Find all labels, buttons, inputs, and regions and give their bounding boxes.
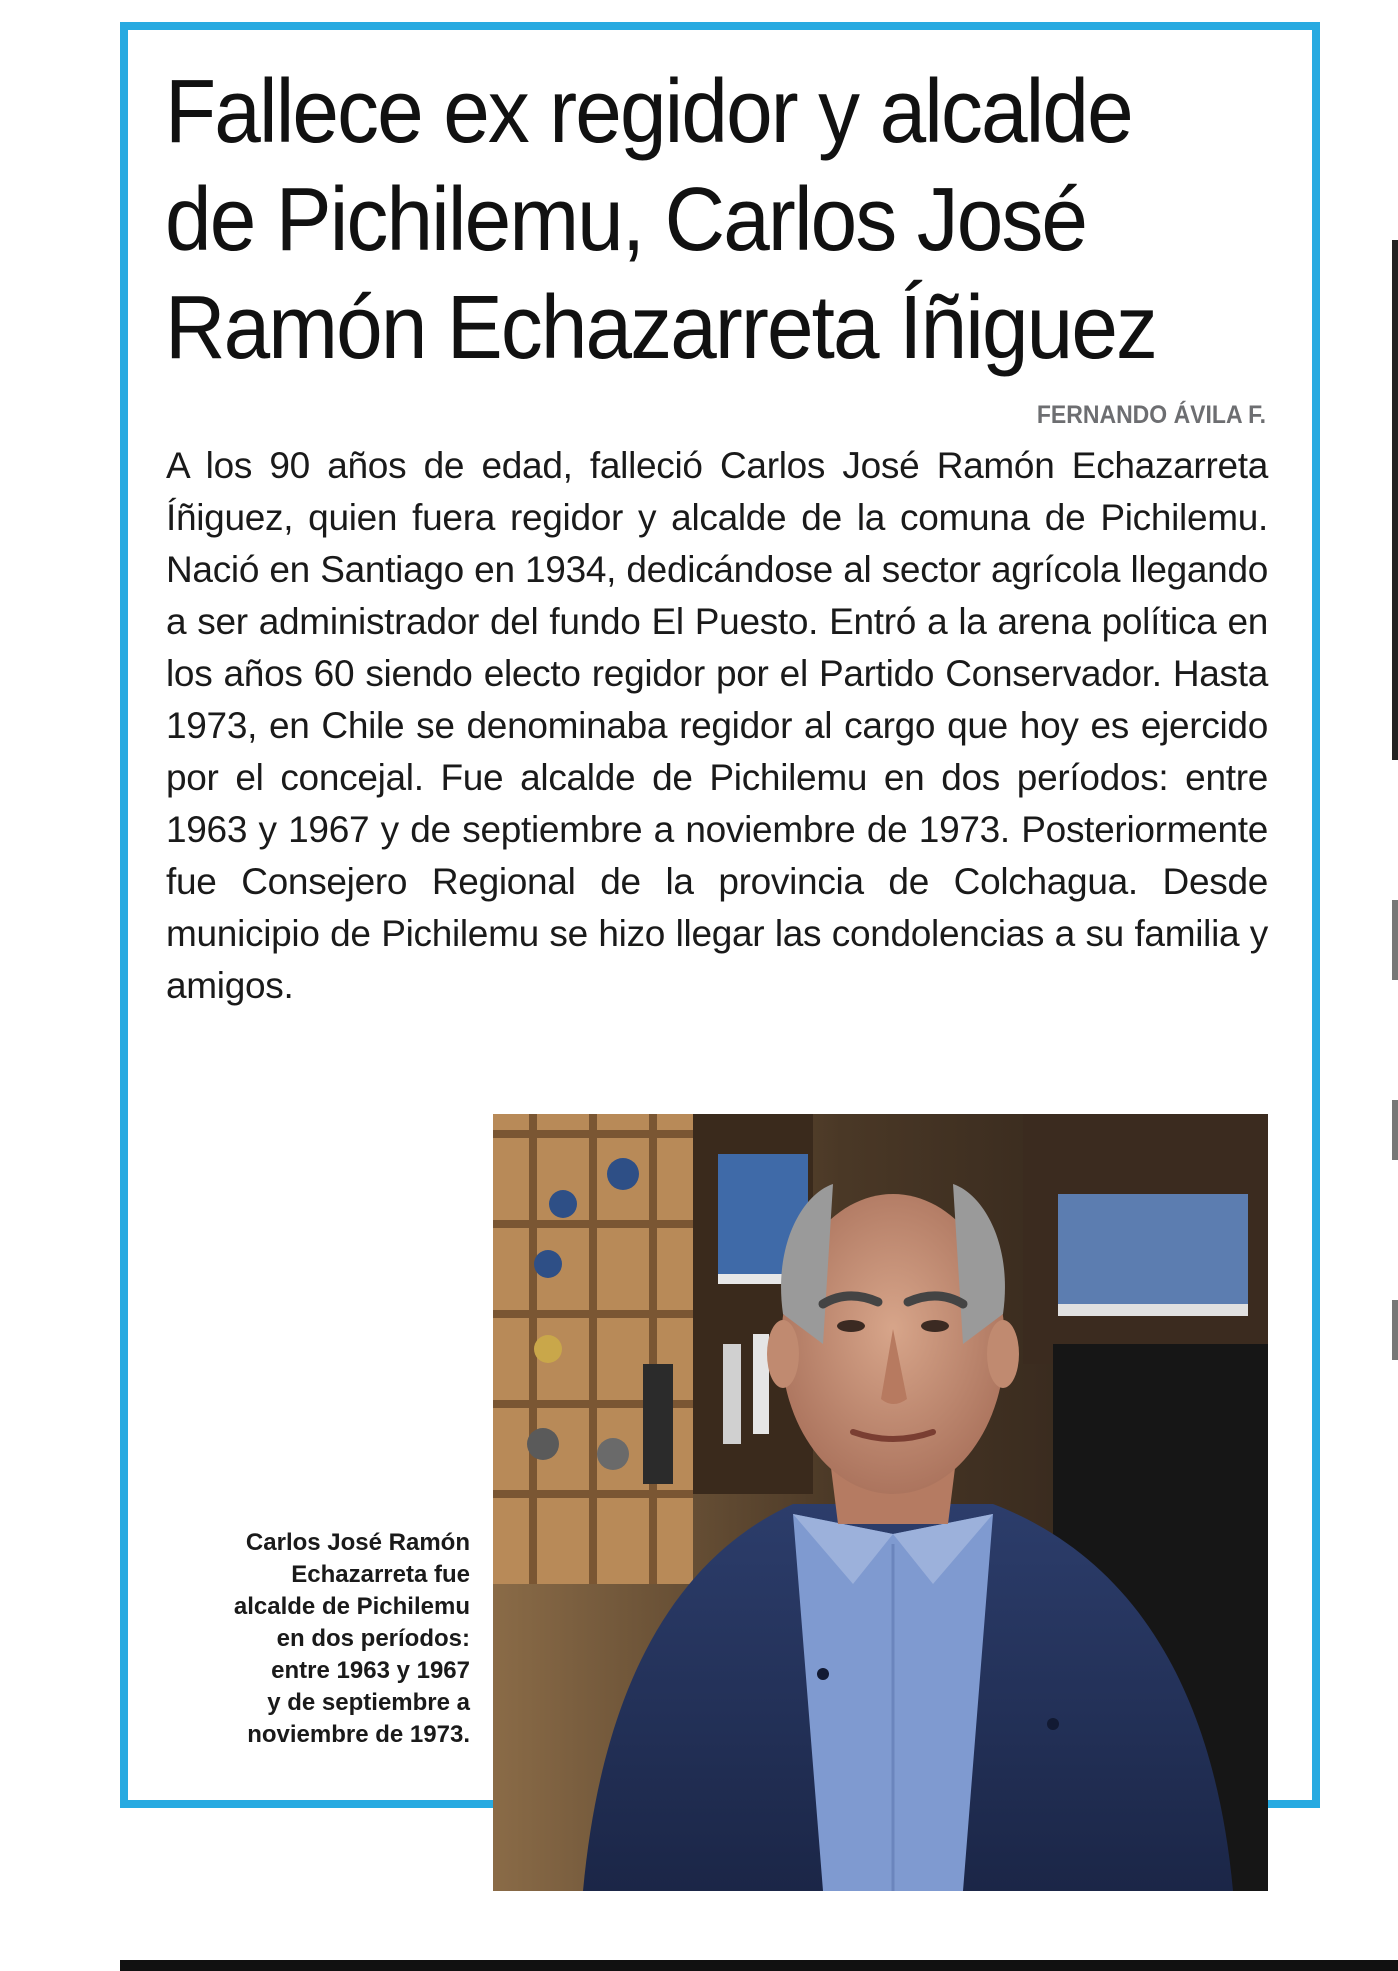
page-edge-marks — [1390, 0, 1398, 1971]
headline-line-3: Ramón Echazarreta Íñiguez — [165, 278, 1157, 378]
headline-line-2: de Pichilemu, Carlos José — [165, 170, 1087, 270]
caption-line: alcalde de Pichilemu — [233, 1593, 470, 1620]
caption-line: Echazarreta fue — [291, 1561, 470, 1588]
caption-line: en dos períodos: — [276, 1625, 470, 1652]
photo-caption — [180, 1527, 470, 1751]
caption-line: noviembre de 1973. — [247, 1721, 470, 1748]
portrait-photo — [493, 1114, 1268, 1891]
byline: FERNANDO ÁVILA F. — [1036, 401, 1266, 429]
headline — [165, 58, 1221, 382]
caption-line: Carlos José Ramón — [245, 1529, 470, 1556]
article-body: A los 90 años de edad, falleció Carlos José Ramón Echazarreta Íñiguez, quien fuera regidor y alcalde de la comuna de Pichilemu. Nació en Santiago en 1934, dedicándose al sector agrícola llegando a ser administrador del fundo El Puesto. Entró a la arena política en los años 60 siendo electo regidor por el Partido Conservador. Hasta 1973, en Chile se denominaba regidor al cargo que hoy es ejercido por el concejal. Fue alcalde de Pichilemu en dos períodos: entre 1963 y 1967 y de septiembre a noviembre de 1973. Posteriormente fue Consejero Regional de la provincia de Colchagua. Desde municipio de Pichilemu se hizo llegar las condolencias a su familia y amigos. — [166, 445, 1268, 1006]
headline-line-1: Fallece ex regidor y alcalde — [165, 62, 1132, 162]
caption-line: entre 1963 y 1967 — [271, 1657, 470, 1684]
next-article-edge — [120, 1960, 1398, 1971]
caption-line: y de septiembre a — [267, 1689, 470, 1716]
